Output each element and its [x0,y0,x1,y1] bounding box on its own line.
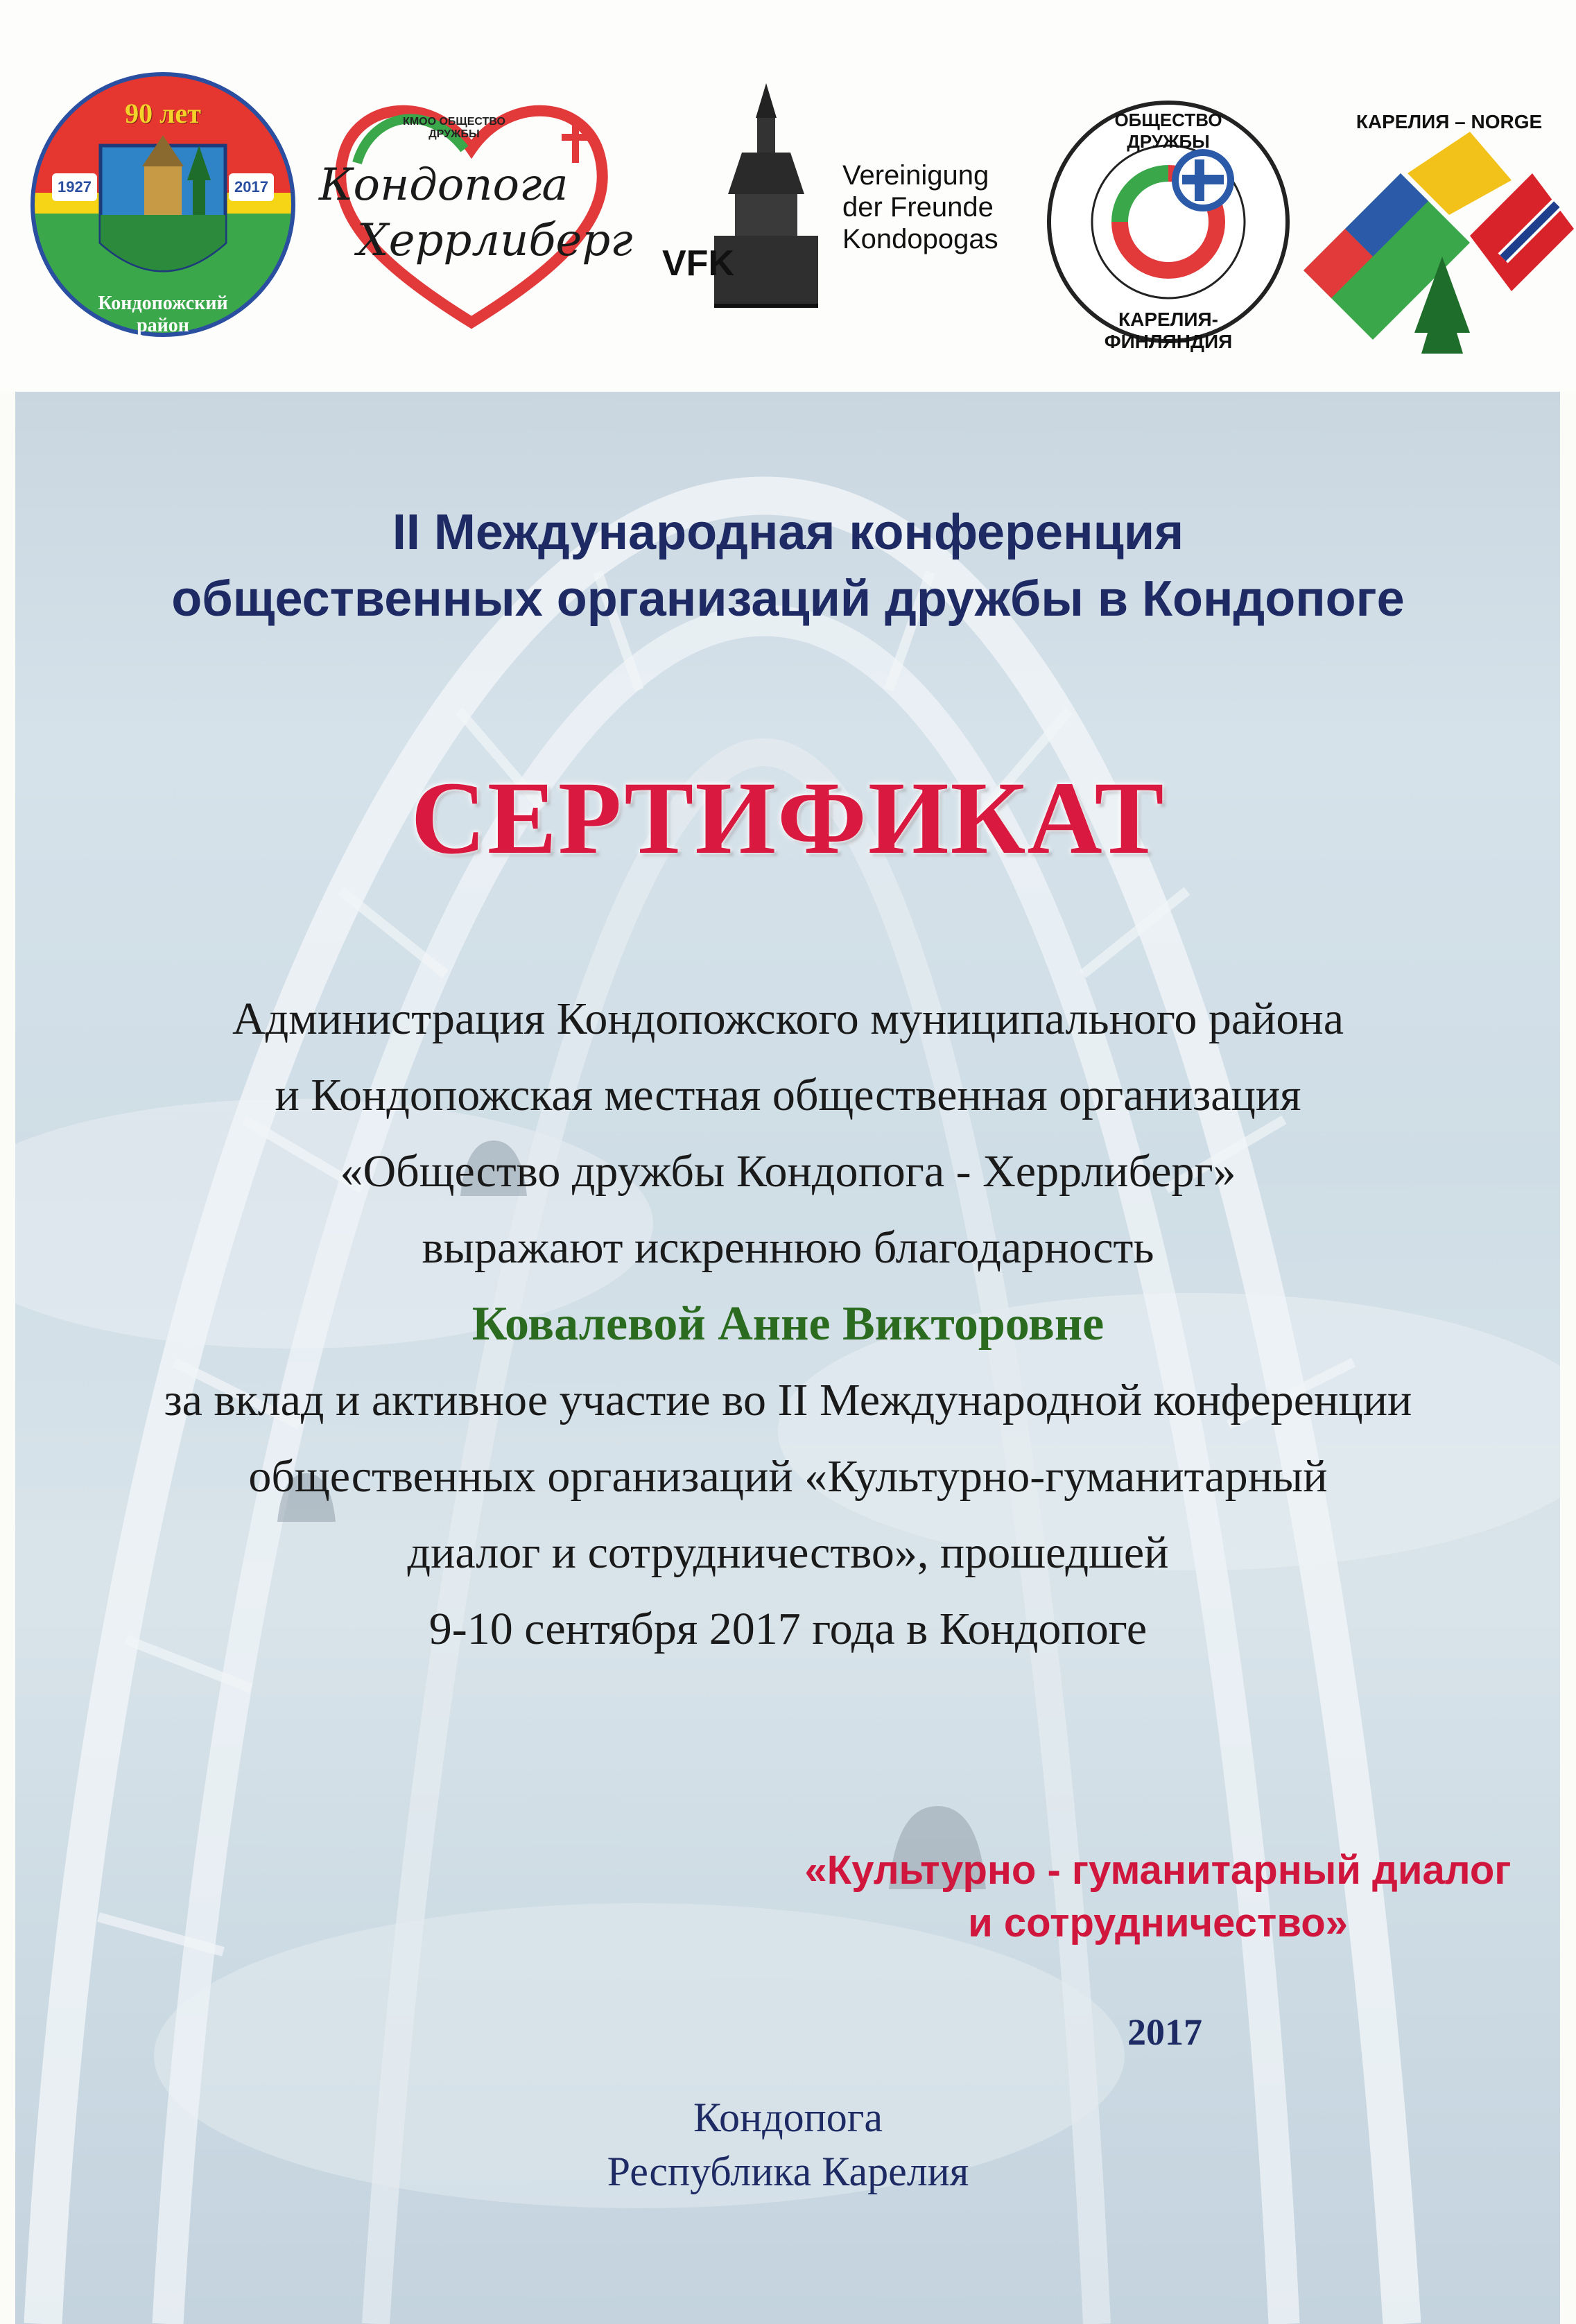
district-anniversary-label: 90 лет [125,98,201,129]
place-city: Кондопога [693,2095,883,2140]
karelia-norge-logo [1304,104,1574,361]
district-ring-text: Кондопожский район [98,293,228,336]
district-year-right: 2017 [234,178,268,196]
certificate-title: СЕРТИФИКАТ [410,761,1166,876]
society-herrliberg-line2: Херрлиберг [357,215,633,266]
vfk-abbreviation: VFK [662,243,734,284]
conference-title-line2: общественных организаций дружбы в Кондопоге [171,571,1405,627]
society-finland-logo [1044,97,1293,352]
district-year-left: 1927 [58,178,92,196]
body-line-5: за вклад и активное участие во II Международной конференции [164,1375,1412,1425]
district-emblem-logo [28,69,298,340]
logo-strip [0,0,1576,392]
society-herrliberg-logo [315,73,633,336]
body-line-6: общественных организаций «Культурно-гуманитарный [248,1451,1328,1502]
vfk-logo [662,76,998,319]
society-herrliberg-small-text: КМОО ОБЩЕСТВО ДРУЖБЫ [403,116,505,140]
place-region: Республика Карелия [607,2149,969,2194]
vfk-name-line2: der Freunde [842,192,994,223]
vfk-name-line3: Kondopogas [842,224,998,254]
society-finland-ring-bottom: КАРЕЛИЯ-ФИНЛЯНДИЯ [1104,309,1233,352]
conference-title-line1: II Международная конференция [392,505,1184,560]
recipient-name: Ковалевой Анне Викторовне [471,1297,1105,1351]
motto-line2: и сотрудничество» [968,1900,1348,1945]
karelia-norge-arc-text: КАРЕЛИЯ – NORGE [1356,111,1543,132]
body-line-1: Администрация Кондопожского муниципального района [232,994,1344,1044]
vfk-name-line1: Vereinigung [842,160,989,191]
issue-place [0,2090,1576,2199]
certificate-year: 2017 [1127,2011,1202,2053]
body-line-3: «Общество дружбы Кондопога - Херрлиберг» [340,1146,1236,1197]
body-line-4: выражают искреннюю благодарность [422,1222,1154,1273]
body-line-2: и Кондопожская местная общественная организация [275,1070,1301,1120]
certificate-body [0,981,1576,1667]
body-line-7: диалог и сотрудничество», прошедшей [407,1527,1169,1578]
motto-line1: «Культурно - гуманитарный диалог [804,1848,1512,1893]
motto [735,1844,1576,1950]
body-line-8: 9-10 сентября 2017 года в Кондопоге [428,1604,1148,1654]
conference-title [0,499,1576,632]
society-finland-ring-top: ОБЩЕСТВО ДРУЖБЫ [1114,110,1222,152]
society-herrliberg-line1: Кондопога [319,159,569,211]
